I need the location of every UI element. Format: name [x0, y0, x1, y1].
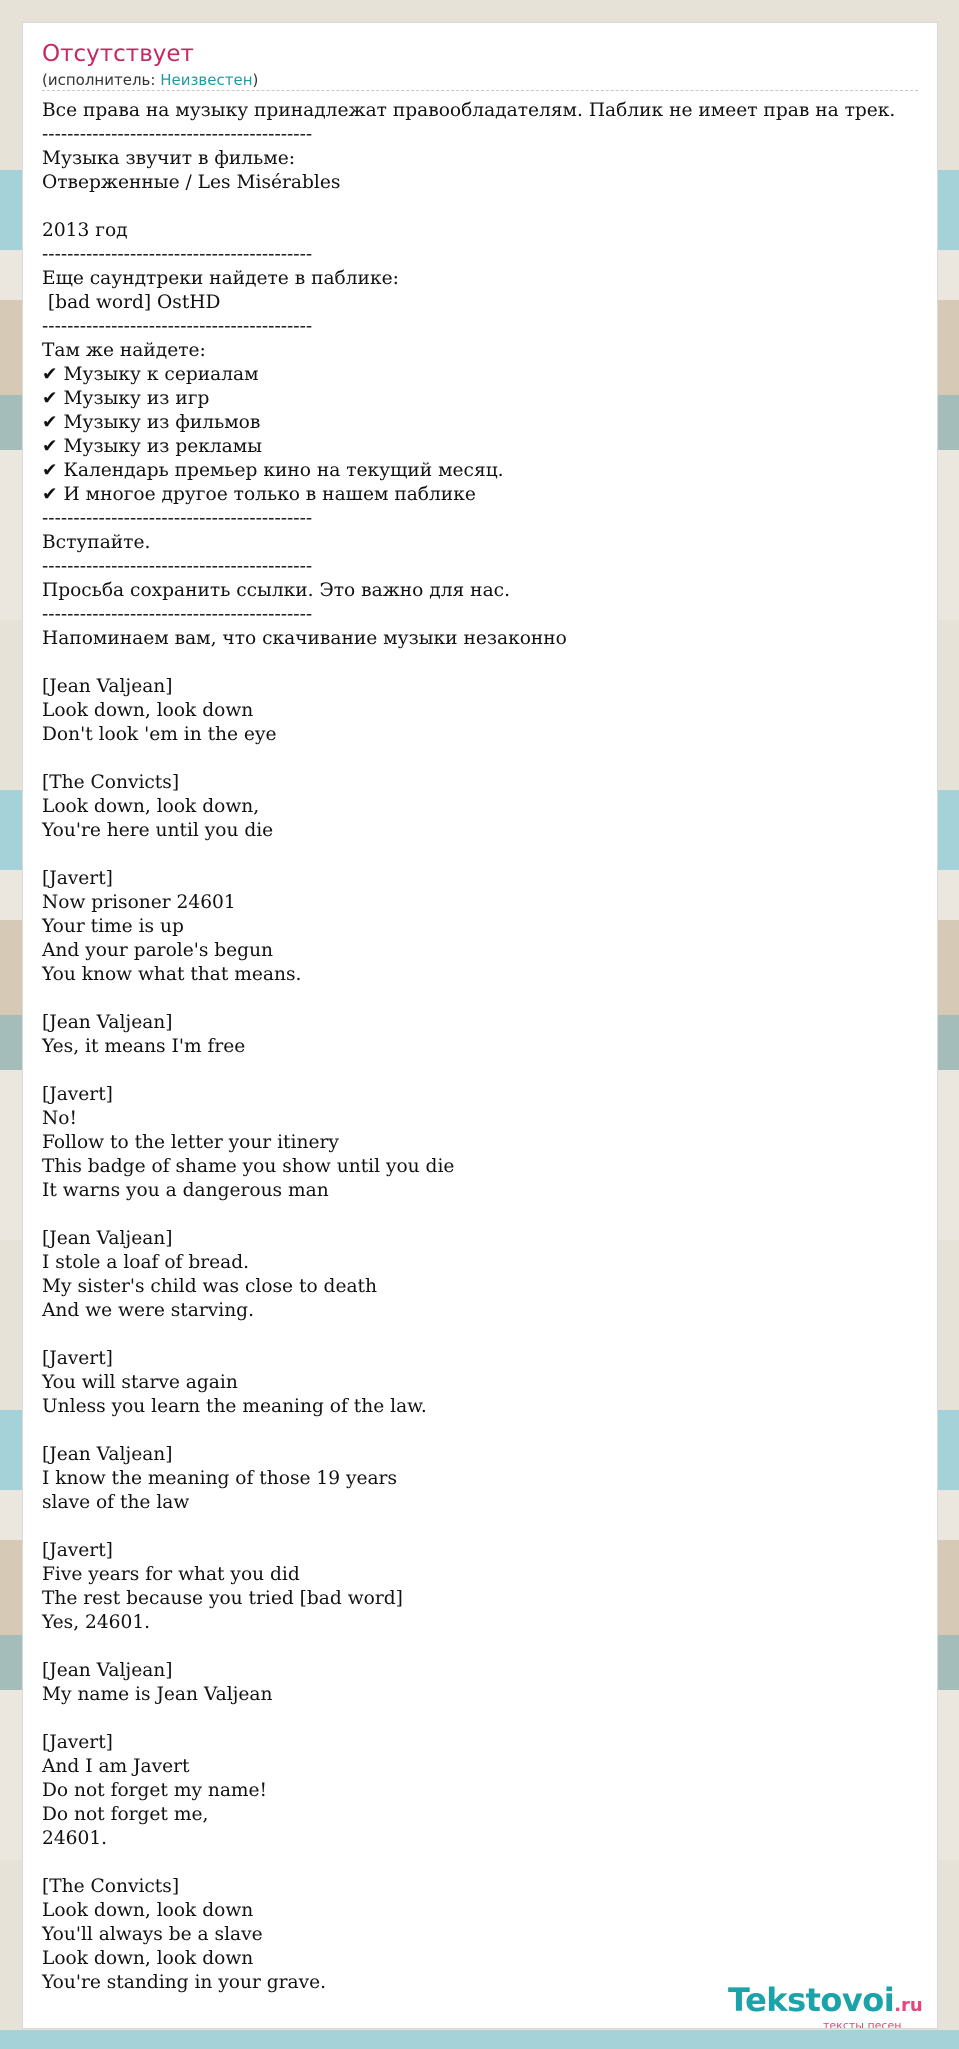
- lyrics-text: Все права на музыку принадлежат правообладателям. Паблик не имеет прав на трек. ------------------------------------------- Музыка звучит в фильме: Отверженные / Les Misérables 2013 год ------------------------------------------- Еще саундтреки найдете в паблике: [bad word] OstHD ------------------------------------------- Там же найдете: ✔ Музыку к сериалам ✔ Музыку из игр ✔ Музыку из фильмов ✔ Музыку из рекламы ✔ Календарь премьер кино на текущий месяц. ✔ И многое другое только в нашем паблике ------------------------------------------- Вступайте. ------------------------------------------- Просьба сохранить ссылки. Это важно для нас. ------------------------------------------- Напоминаем вам, что скачивание музыки незаконно [Jean Valjean] Look down, look down Don't look 'em in the eye [The Convicts] Look down, look down, You're here until you die [Javert] Now prisoner 24601 Your time is up And your parole's begun You know what that means. [Jean Valjean] Yes, it means I'm free [Javert] No! Follow to the letter your itinery This badge of shame you show until you die It warns you a dangerous man [Jean Valjean] I stole a loaf of bread. My sister's child was close to death And we were starving. [Javert] You will starve again Unless you learn the meaning of the law. [Jean Valjean] I know the meaning of those 19 years slave of the law [Javert] Five years for what you did The rest because you tried [bad word] Yes, 24601. [Jean Valjean] My name is Jean Valjean [Javert] And I am Javert Do not forget my name! Do not forget me, 24601. [The Convicts] Look down, look down You'll always be a slave Look down, look down You're standing in your grave.: [42, 100, 896, 1993]
- song-title: Отсутствует: [42, 41, 194, 67]
- logo-wordmark: Tekstovoi: [728, 1981, 895, 2019]
- title-divider: [42, 90, 918, 91]
- site-logo[interactable]: [728, 1981, 923, 2029]
- artist-suffix: ): [252, 71, 259, 89]
- logo-tagline: тексты песен: [823, 2019, 902, 2029]
- logo-tld: .ru: [894, 1995, 923, 2016]
- artist-prefix: (исполнитель:: [42, 71, 161, 89]
- artist-link[interactable]: Неизвестен: [160, 71, 253, 89]
- lyrics-card: [22, 22, 938, 2029]
- artist-line: [42, 71, 258, 89]
